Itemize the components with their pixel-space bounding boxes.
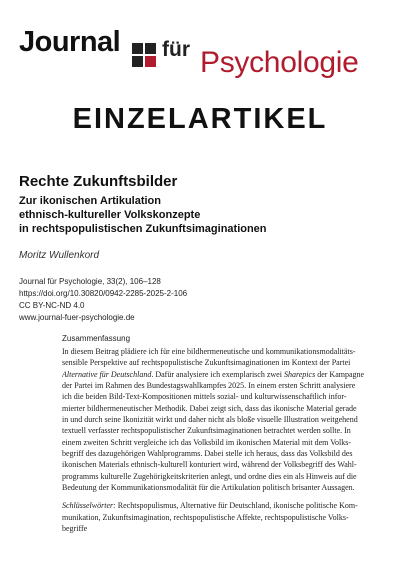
keywords-line: munikation, Zukunftsimagination, rechtspopulistische Affekte, rechtspopulistische Volks- [62, 512, 349, 522]
sharepics-term: Sharepics [283, 369, 316, 379]
banner-einzelartikel: EINZELARTIKEL [72, 103, 328, 135]
journal-masthead [19, 26, 389, 82]
masthead-journal: Journal [19, 26, 121, 58]
keywords-line: begriffe [62, 524, 88, 534]
abstract-line: In diesem Beitrag plädiere ich für eine bildhermeneutische und kommunikationsmodalitäts- [62, 347, 356, 356]
logo-squares-icon [132, 43, 157, 68]
abstract-line: in und durch seine Ikonizität wirkt und daher nicht als bloße visuelle Illustration weitgehend [62, 415, 358, 425]
keywords-label: Schlüsselwörter: [62, 501, 116, 511]
article-title: Rechte Zukunftsbilder [19, 173, 178, 190]
article-author: Moritz Wullenkord [19, 250, 100, 261]
abstract-line: mierter bildhermeneutischer Methodik. Dabei zeigt sich, dass das ikonische Material gerade [62, 403, 357, 413]
subtitle-line: ethnisch-kultureller Volkskonzepte [19, 209, 201, 221]
abstract-line: Alternative für Deutschland. Dafür analysiere ich exemplarisch zwei Sharepics der Kampagne [62, 369, 365, 379]
abstract-line: einem zweiten Schritt vergleiche ich das Volksbild im ikonischen Material mit dem Volks- [62, 437, 351, 447]
masthead-psychologie: Psychologie [200, 46, 359, 79]
abstract-line: programms kulturelle Zugehörigkeitskriterien anlegt, und ordne dies ein als Hinweis auf die [62, 471, 357, 481]
citation-journal: Journal für Psychologie, 33(2), 106–128 [19, 277, 161, 286]
citation-doi-link[interactable]: https://doi.org/10.30820/0942-2285-2025-2-106 [19, 289, 188, 298]
masthead-fur: für [162, 38, 190, 61]
keywords-line: Schlüsselwörter: Rechtspopulismus, Alternative für Deutschland, ikonische politische Kom- [62, 501, 358, 511]
citation-license: CC BY-NC-ND 4.0 [19, 301, 85, 310]
abstract-line: sensible Perspektive auf rechtspopulistische Zukunftsimaginationen im Kontext der Partei [62, 358, 351, 368]
abstract [62, 334, 388, 535]
article-subtitle [19, 194, 389, 236]
subtitle-line: in rechtspopulistischen Zukunftsimaginationen [19, 223, 267, 235]
citation-website-link[interactable]: www.journal-fuer-psychologie.de [19, 313, 135, 322]
party-name: Alternative für Deutschland [62, 369, 152, 379]
abstract-line: ich die beiden Bild-Text-Kompositionen mittels sozial- und kulturwissenschaftlich infor- [62, 392, 347, 402]
abstract-heading: Zusammenfassung [62, 334, 131, 343]
abstract-line: textuell verfasster rechtspopulistischer Zukunftsimaginationen betrachtet werden sollte. In [62, 426, 351, 436]
abstract-line: Bedeutung der Kommunikationsmodalität für die Artikulation politisch brisanter Aussagen. [62, 483, 355, 493]
subtitle-line: Zur ikonischen Artikulation [19, 195, 161, 207]
abstract-line: der Partei im Rahmen des Bundestagswahlkampfes 2025. In einem ersten Schritt analysiere [62, 381, 356, 391]
citation-block [19, 276, 187, 324]
keywords [62, 500, 388, 534]
abstract-line: ikonischen Materials ethnisch-kulturell konturiert wird, während der Volksbegriff des Wahl- [62, 460, 357, 470]
abstract-line: begriff des dazugehörigen Wahlprogramms. Dabei stelle ich heraus, dass das Volksbild des [62, 449, 353, 459]
